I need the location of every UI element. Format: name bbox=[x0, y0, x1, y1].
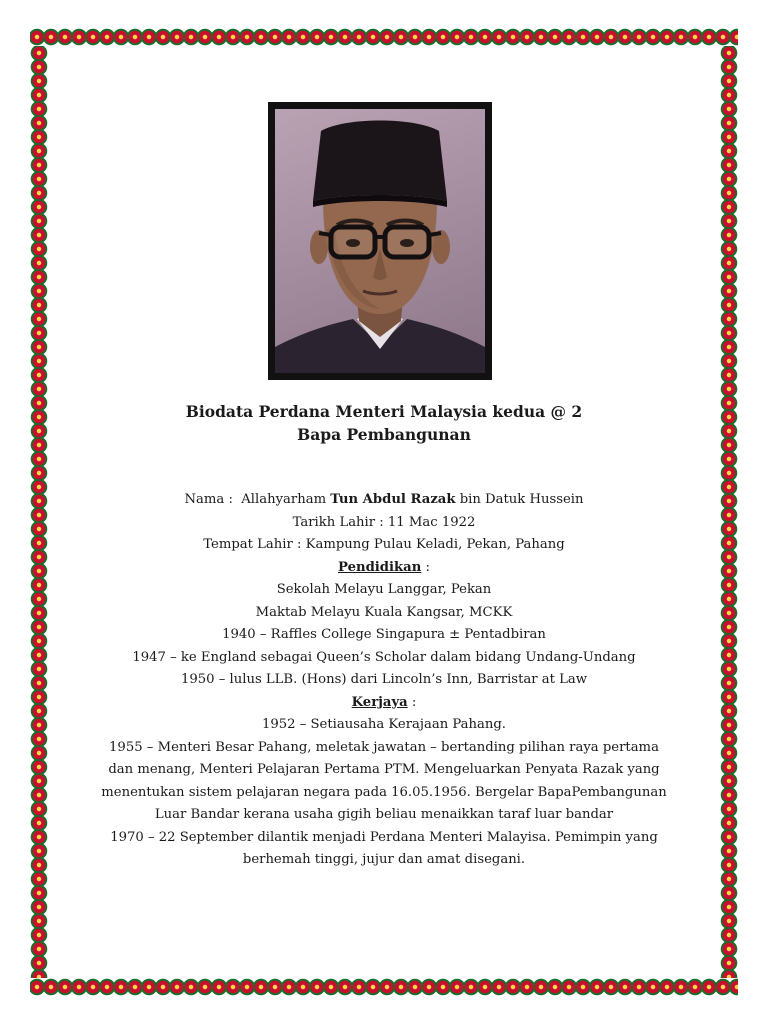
portrait-photo bbox=[275, 109, 485, 373]
career-item: 1970 – 22 September dilantik menjadi Perdana Menteri Malayisa. Pemimpin yang bbox=[110, 829, 658, 845]
career-item: Luar Bandar kerana usaha gigih beliau menaikkan taraf luar bandar bbox=[154, 807, 614, 822]
title-line-1: Biodata Perdana Menteri Malaysia kedua @ 2 bbox=[185, 402, 583, 421]
education-item: 1940 – Raffles College Singapura ± Pentadbiran bbox=[222, 627, 546, 642]
portrait-illustration bbox=[275, 109, 485, 373]
name-label: Nama : bbox=[184, 492, 233, 507]
education-heading: Pendidikan bbox=[338, 559, 422, 575]
education-item: 1950 – lulus LLB. (Hons) dari Lincoln’s Inn, Barristar at Law bbox=[180, 672, 587, 687]
name-suffix: bin Datuk Hussein bbox=[459, 492, 584, 507]
education-heading-line bbox=[60, 557, 708, 580]
decorative-border-bottom bbox=[30, 978, 738, 996]
career-item: 1955 – Menteri Besar Pahang, meletak jawatan – bertanding pilihan raya pertama bbox=[109, 739, 659, 755]
career-item: berhemah tinggi, jujur dan amat disegani. bbox=[242, 852, 526, 867]
education-item: Sekolah Melayu Langgar, Pekan bbox=[276, 582, 492, 597]
document-title bbox=[60, 400, 708, 446]
career-item: menentukan sistem pelajaran negara pada 16.05.1956. Bergelar BapaPembangunan bbox=[101, 784, 667, 800]
education-item: 1947 – ke England sebagai Queen’s Scholar dalam bidang Undang-Undang bbox=[132, 649, 636, 665]
birth-place-line: Tempat Lahir : Kampung Pulau Keladi, Pekan, Pahang bbox=[203, 537, 565, 552]
decorative-border-right bbox=[720, 46, 738, 978]
education-heading-colon: : bbox=[425, 559, 430, 575]
title-line-2: Bapa Pembangunan bbox=[297, 425, 471, 444]
career-heading: Kerjaya bbox=[351, 694, 408, 710]
name-prefix: Allahyarham bbox=[241, 492, 327, 507]
decorative-border-left bbox=[30, 46, 48, 978]
decorative-border-top bbox=[30, 28, 738, 46]
biography-section bbox=[60, 489, 708, 872]
birth-date-line: Tarikh Lahir : 11 Mac 1922 bbox=[292, 514, 476, 530]
education-item: Maktab Melayu Kuala Kangsar, MCKK bbox=[255, 604, 513, 620]
career-item: 1952 – Setiausaha Kerajaan Pahang. bbox=[261, 717, 507, 732]
career-heading-line bbox=[60, 692, 708, 715]
portrait-photo-frame bbox=[268, 102, 492, 380]
career-heading-colon: : bbox=[411, 694, 417, 710]
name-line bbox=[60, 489, 708, 512]
name-bold: Tun Abdul Razak bbox=[330, 492, 456, 507]
career-item: dan menang, Menteri Pelajaran Pertama PTM. Mengeluarkan Penyata Razak yang bbox=[108, 762, 660, 777]
